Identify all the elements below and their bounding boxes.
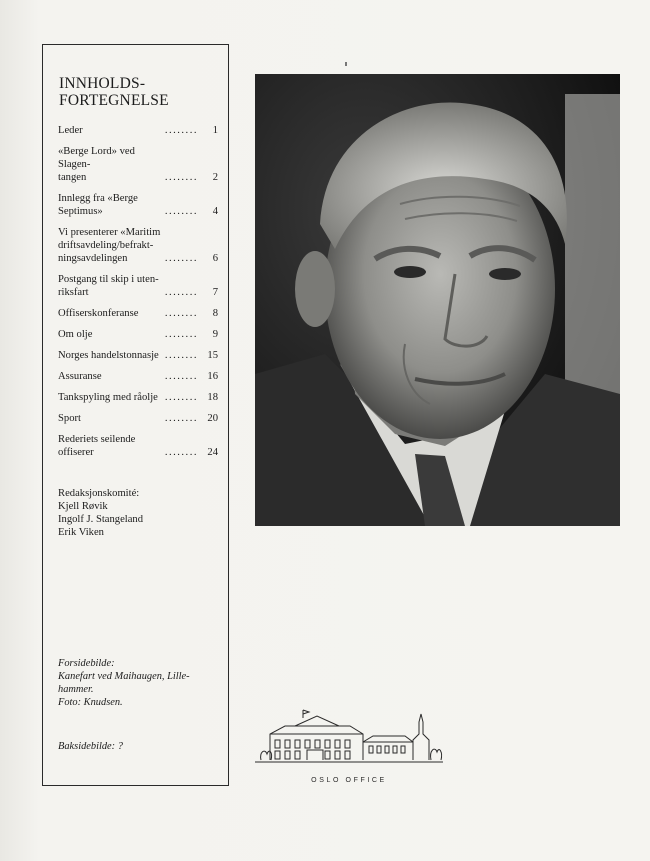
toc-item-page: 7: [212, 287, 218, 298]
toc-item-page: 6: [212, 253, 218, 264]
print-speck: [345, 62, 347, 66]
toc-item[interactable]: [58, 349, 218, 362]
toc-item[interactable]: [58, 412, 218, 425]
cover-credits: [58, 657, 223, 709]
toc-leader-dots: ........: [164, 447, 198, 458]
toc-leader-dots: ........: [164, 329, 198, 340]
toc-item-title: «Berge Lord» ved Slagen- tangen: [58, 146, 135, 183]
back-cover-caption: Baksidebilde: ?: [58, 741, 123, 752]
toc-item-page: 16: [207, 371, 218, 382]
toc-item[interactable]: [58, 124, 218, 137]
toc-leader-dots: ........: [164, 308, 198, 319]
toc-item-title: Sport: [58, 413, 81, 424]
toc-item[interactable]: [58, 226, 218, 265]
toc-item-page: 24: [207, 447, 218, 458]
toc-leader-dots: ........: [164, 253, 198, 264]
committee-member: Ingolf J. Stangeland: [58, 514, 144, 525]
toc-leader-dots: ........: [164, 350, 198, 361]
toc-item[interactable]: [58, 370, 218, 383]
toc-item[interactable]: [58, 273, 218, 299]
toc-item-page: 18: [207, 392, 218, 403]
committee-member: Kjell Røvik: [58, 501, 108, 512]
photo-credit: Foto: Knudsen.: [58, 697, 123, 708]
toc-item-title: Tankspyling med råolje: [58, 392, 158, 403]
toc-leader-dots: ........: [164, 371, 198, 382]
toc-item-page: 8: [212, 308, 218, 319]
toc-item-page: 4: [212, 206, 218, 217]
table-of-contents-box: [42, 44, 229, 786]
toc-item-title: Innlegg fra «Berge Septimus»: [58, 193, 138, 217]
toc-item-title: Offiserskonferanse: [58, 308, 139, 319]
oslo-office-building-illustration: [255, 702, 443, 772]
committee-member: Erik Viken: [58, 527, 104, 538]
toc-list: [58, 124, 218, 467]
editorial-committee: [58, 487, 223, 539]
portrait-photo: [255, 74, 620, 526]
toc-leader-dots: ........: [164, 206, 198, 217]
toc-item-page: 1: [212, 125, 218, 136]
toc-heading: INNHOLDS- FORTEGNELSE: [59, 75, 169, 109]
toc-item-page: 20: [207, 413, 218, 424]
front-cover-caption: Kanefart ved Maihaugen, Lille-hammer.: [58, 671, 190, 695]
toc-item-page: 9: [212, 329, 218, 340]
toc-leader-dots: ........: [164, 287, 198, 298]
toc-leader-dots: ........: [164, 172, 198, 183]
toc-item-title: Assuranse: [58, 371, 102, 382]
toc-item[interactable]: [58, 328, 218, 341]
toc-item-title: Vi presenterer «Maritim driftsavdeling/befrakt- ningsavdelingen: [58, 227, 161, 264]
toc-item[interactable]: [58, 145, 218, 184]
toc-item-title: Norges handelstonnasje: [58, 350, 159, 361]
toc-item[interactable]: [58, 192, 218, 218]
committee-label: Redaksjonskomité:: [58, 488, 140, 499]
toc-item-title: Rederiets seilende offiserer: [58, 434, 136, 458]
toc-item-title: Postgang til skip i uten- riksfart: [58, 274, 159, 298]
toc-item-page: 15: [207, 350, 218, 361]
toc-leader-dots: ........: [164, 125, 198, 136]
toc-leader-dots: ........: [164, 392, 198, 403]
toc-item-page: 2: [212, 172, 218, 183]
front-cover-label: Forsidebilde:: [58, 658, 115, 669]
toc-item[interactable]: [58, 391, 218, 404]
toc-leader-dots: ........: [164, 413, 198, 424]
toc-item-title: Om olje: [58, 329, 93, 340]
toc-item[interactable]: [58, 307, 218, 320]
oslo-office-label: OSLO OFFICE: [311, 777, 387, 784]
toc-item-title: Leder: [58, 125, 83, 136]
toc-item[interactable]: [58, 433, 218, 459]
